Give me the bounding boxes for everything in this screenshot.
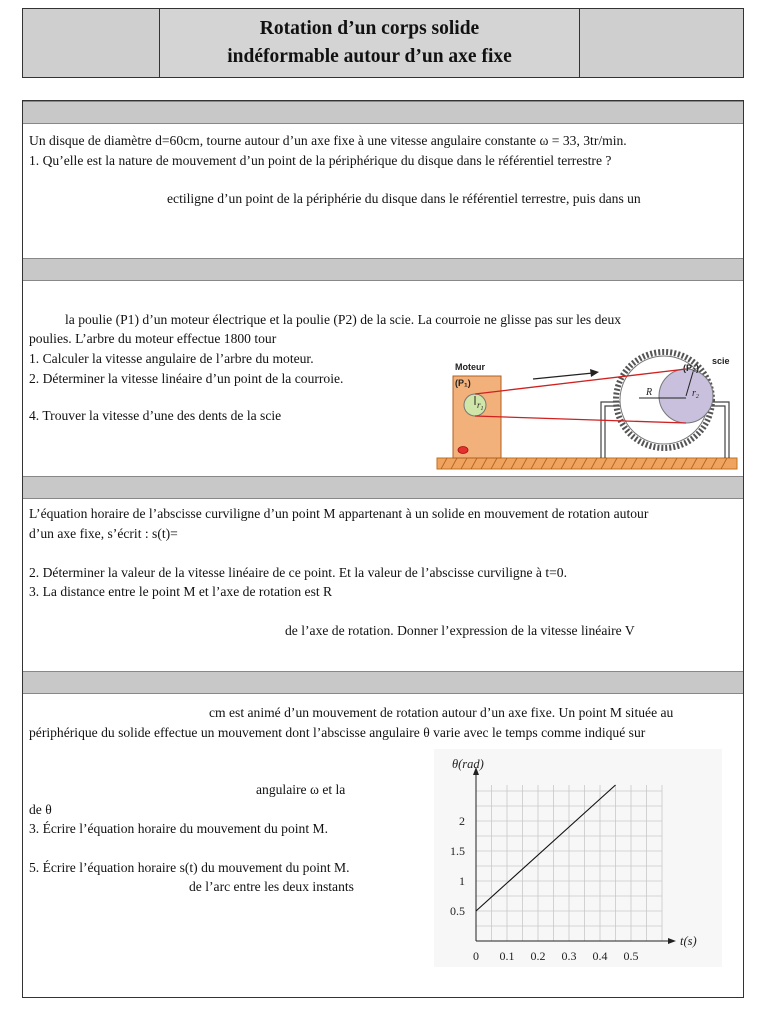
ex2-question-4: 4. Trouver la vitesse d’une des dents de la scie <box>29 408 282 423</box>
exercise-3-header-bar <box>23 476 743 499</box>
motor-label: Moteur <box>455 362 485 372</box>
ex4-question-3: 3. Écrire l’équation horaire du mouvement du point M. <box>29 821 328 836</box>
ex3-question-3: 3. La distance entre le point M et l’axe de rotation est R <box>29 584 333 599</box>
header-left-cell <box>23 9 160 77</box>
R-label: R <box>646 387 653 398</box>
saw-label: scie <box>712 356 730 366</box>
ex4-question-2: angulaire ω et la <box>256 782 346 797</box>
exercise-1-header-bar <box>23 101 743 124</box>
ex3-statement-2: d’un axe fixe, s’écrit : s(t)= <box>29 526 178 541</box>
chart-background <box>434 749 722 967</box>
ex2-statement-2: poulies. L’arbre du moteur effectue 1800 tour <box>29 331 277 346</box>
ex4-statement-1: cm est animé d’un mouvement de rotation autour d’un axe fixe. Un point M située au <box>209 705 674 720</box>
p2-label: (P₂) <box>683 363 699 373</box>
ex1-statement: Un disque de diamètre d=60cm, tourne autour d’un axe fixe à une vitesse angulaire constante ω = 33, 3tr/min. <box>29 133 627 148</box>
y-tick-label: 1 <box>459 874 465 888</box>
ex4-question-6: de l’arc entre les deux instants <box>189 879 354 894</box>
ex2-statement-1: la poulie (P1) d’un moteur électrique et la poulie (P2) de la scie. La courroie ne glisse pas sur les deux <box>65 312 622 327</box>
exercise-4-header-bar <box>23 671 743 694</box>
title-line-2: indéformable autour d’un axe fixe <box>227 46 512 67</box>
x-axis-label: t(s) <box>680 934 697 948</box>
r2-label: $r_2$ <box>692 388 699 400</box>
ex2-question-2: 2. Déterminer la vitesse linéaire d’un point de la courroie. <box>29 371 344 386</box>
ex4-statement-2: périphérique du solide effectue un mouvement dont l’abscisse angulaire θ varie avec le temps comme indiqué sur <box>29 725 646 740</box>
ex4-question-2b: de θ <box>29 802 52 817</box>
x-tick-label: 0.5 <box>623 949 639 963</box>
motor-indicator-light <box>458 447 468 454</box>
ex3-question-4: de l’axe de rotation. Donner l’expression de la vitesse linéaire V <box>285 623 635 638</box>
motion-arrow-line <box>533 373 593 379</box>
motion-arrow-head <box>590 369 599 377</box>
y-axis-label: θ(rad) <box>452 757 484 771</box>
p1-label: (P₁) <box>455 378 471 388</box>
ex1-question-2: ectiligne d’un point de la périphérie du disque dans le référentiel terrestre, puis dans un <box>167 191 641 206</box>
header-right-cell <box>580 9 743 77</box>
title-header <box>22 8 744 78</box>
y-tick-label: 1.5 <box>450 844 465 858</box>
motor-saw-pulley-figure <box>433 346 741 474</box>
y-tick-label: 0.5 <box>450 904 465 918</box>
x-tick-label: 0 <box>473 949 479 963</box>
ex2-question-1: 1. Calculer la vitesse angulaire de l’arbre du moteur. <box>29 351 314 366</box>
ex4-question-5: 5. Écrire l’équation horaire s(t) du mouvement du point M. <box>29 860 350 875</box>
y-tick-label: 2 <box>459 814 465 828</box>
ex3-question-2: 2. Déterminer la valeur de la vitesse linéaire de ce point. Et la valeur de l’abscisse curviligne à t=0. <box>29 565 567 580</box>
title-line-1: Rotation d’un corps solide <box>259 18 480 39</box>
theta-vs-time-chart <box>434 749 722 967</box>
r1-label: $r_1$ <box>477 400 484 412</box>
x-tick-label: 0.1 <box>499 949 515 963</box>
x-tick-label: 0.2 <box>530 949 546 963</box>
exercise-frame <box>22 100 744 998</box>
x-tick-label: 0.4 <box>592 949 608 963</box>
ex1-question-1: 1. Qu’elle est la nature de mouvement d’un point de la périphérique du disque dans le référentiel terrestre ? <box>29 153 612 168</box>
x-tick-label: 0.3 <box>561 949 577 963</box>
ex3-statement-1: L’équation horaire de l’abscisse curviligne d’un point M appartenant à un solide en mouvement de rotation autour <box>29 506 649 521</box>
exercise-2-header-bar <box>23 258 743 281</box>
page-title <box>160 9 580 77</box>
